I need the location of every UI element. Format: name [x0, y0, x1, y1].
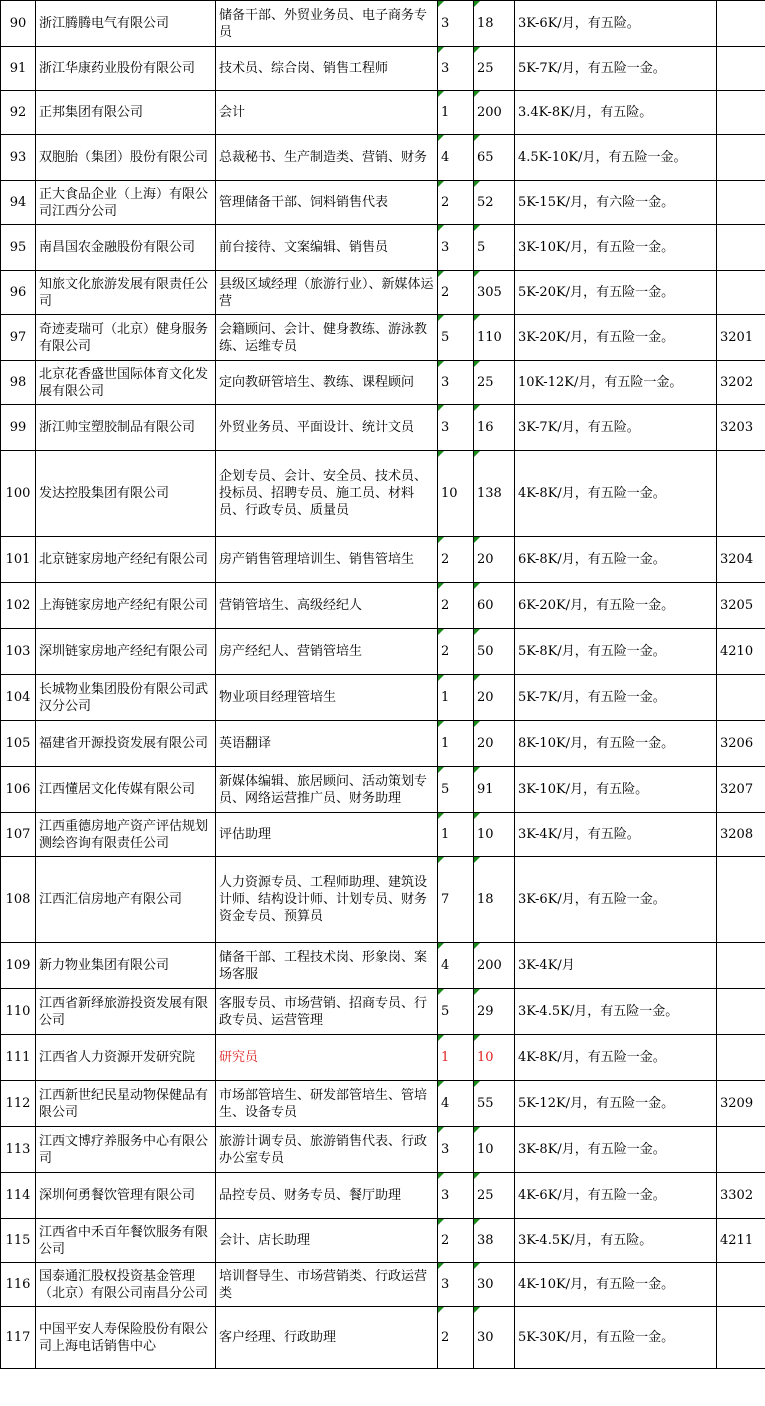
booth-code — [717, 451, 765, 537]
position-count: 2 — [438, 1307, 474, 1369]
booth-code — [717, 225, 765, 271]
row-number: 105 — [1, 721, 36, 767]
salary-benefits: 4K-6K/月，有五险一金。 — [515, 1173, 717, 1219]
positions: 物业项目经理管培生 — [216, 675, 438, 721]
positions: 营销管培生、高级经纪人 — [216, 583, 438, 629]
position-count: 2 — [438, 271, 474, 315]
salary-benefits: 3K-6K/月，有五险。 — [515, 1, 717, 47]
salary-benefits: 4.5K-10K/月，有五险一金。 — [515, 135, 717, 181]
row-number: 99 — [1, 405, 36, 451]
table-row — [1, 91, 765, 135]
salary-benefits: 3K-4K/月 — [515, 943, 717, 989]
table-row — [1, 943, 765, 989]
row-number: 92 — [1, 91, 36, 135]
table-row — [1, 537, 765, 583]
hire-count: 18 — [474, 857, 515, 943]
company-name: 深圳链家房地产经纪有限公司 — [36, 629, 216, 675]
position-count: 3 — [438, 1, 474, 47]
salary-benefits: 5K-7K/月，有五险一金。 — [515, 675, 717, 721]
booth-code — [717, 1263, 765, 1307]
positions: 会计、店长助理 — [216, 1219, 438, 1263]
company-name: 福建省开源投资发展有限公司 — [36, 721, 216, 767]
hire-count: 25 — [474, 47, 515, 91]
salary-benefits: 3K-4.5K/月，有五险一金。 — [515, 989, 717, 1035]
row-number: 101 — [1, 537, 36, 583]
salary-benefits: 3K-10K/月，有五险。 — [515, 767, 717, 813]
booth-code — [717, 1035, 765, 1081]
salary-benefits: 4K-8K/月，有五险一金。 — [515, 1035, 717, 1081]
company-name: 中国平安人寿保险股份有限公司上海电话销售中心 — [36, 1307, 216, 1369]
table-row — [1, 1035, 765, 1081]
positions: 技术员、综合岗、销售工程师 — [216, 47, 438, 91]
salary-benefits: 4K-10K/月，有五险一金。 — [515, 1263, 717, 1307]
position-count: 2 — [438, 583, 474, 629]
hire-count: 10 — [474, 1035, 515, 1081]
table-row — [1, 225, 765, 271]
table-row — [1, 767, 765, 813]
row-number: 110 — [1, 989, 36, 1035]
company-name: 国泰通汇股权投资基金管理（北京）有限公司南昌分公司 — [36, 1263, 216, 1307]
row-number: 111 — [1, 1035, 36, 1081]
position-count: 7 — [438, 857, 474, 943]
positions: 定向教研管培生、教练、课程顾问 — [216, 361, 438, 405]
hire-count: 25 — [474, 361, 515, 405]
salary-benefits: 5K-15K/月，有六险一金。 — [515, 181, 717, 225]
salary-benefits: 5K-12K/月，有五险一金。 — [515, 1081, 717, 1127]
booth-code: 3205 — [717, 583, 765, 629]
company-name: 北京链家房地产经纪有限公司 — [36, 537, 216, 583]
row-number: 106 — [1, 767, 36, 813]
table-row — [1, 813, 765, 857]
position-count: 2 — [438, 181, 474, 225]
row-number: 102 — [1, 583, 36, 629]
table-row — [1, 271, 765, 315]
row-number: 91 — [1, 47, 36, 91]
hire-count: 25 — [474, 1173, 515, 1219]
booth-code: 3201 — [717, 315, 765, 361]
booth-code: 4210 — [717, 629, 765, 675]
row-number: 113 — [1, 1127, 36, 1173]
positions: 英语翻译 — [216, 721, 438, 767]
company-name: 江西省人力资源开发研究院 — [36, 1035, 216, 1081]
company-name: 新力物业集团有限公司 — [36, 943, 216, 989]
hire-count: 10 — [474, 813, 515, 857]
company-name: 浙江帅宝塑胶制品有限公司 — [36, 405, 216, 451]
salary-benefits: 3.4K-8K/月，有五险。 — [515, 91, 717, 135]
hire-count: 200 — [474, 943, 515, 989]
position-count: 5 — [438, 767, 474, 813]
salary-benefits: 3K-10K/月，有五险一金。 — [515, 225, 717, 271]
booth-code — [717, 271, 765, 315]
company-name: 发达控股集团有限公司 — [36, 451, 216, 537]
salary-benefits: 10K-12K/月，有五险一金。 — [515, 361, 717, 405]
positions: 房产经纪人、营销管培生 — [216, 629, 438, 675]
position-count: 3 — [438, 225, 474, 271]
hire-count: 52 — [474, 181, 515, 225]
row-number: 116 — [1, 1263, 36, 1307]
row-number: 109 — [1, 943, 36, 989]
positions: 客户经理、行政助理 — [216, 1307, 438, 1369]
position-count: 2 — [438, 629, 474, 675]
table-row — [1, 361, 765, 405]
company-name: 双胞胎（集团）股份有限公司 — [36, 135, 216, 181]
salary-benefits: 3K-8K/月，有五险一金。 — [515, 1127, 717, 1173]
salary-benefits: 5K-7K/月，有五险一金。 — [515, 47, 717, 91]
row-number: 104 — [1, 675, 36, 721]
table-row — [1, 451, 765, 537]
table-row — [1, 1173, 765, 1219]
position-count: 1 — [438, 721, 474, 767]
table-row — [1, 405, 765, 451]
position-count: 2 — [438, 537, 474, 583]
booth-code: 3209 — [717, 1081, 765, 1127]
table-row — [1, 315, 765, 361]
salary-benefits: 3K-4K/月，有五险。 — [515, 813, 717, 857]
position-count: 4 — [438, 1081, 474, 1127]
table-row — [1, 583, 765, 629]
booth-code: 3203 — [717, 405, 765, 451]
row-number: 115 — [1, 1219, 36, 1263]
booth-code — [717, 47, 765, 91]
positions: 总裁秘书、生产制造类、营销、财务 — [216, 135, 438, 181]
table-row — [1, 1081, 765, 1127]
hire-count: 29 — [474, 989, 515, 1035]
positions: 市场部管培生、研发部管培生、管培生、设备专员 — [216, 1081, 438, 1127]
table-row — [1, 857, 765, 943]
table-row — [1, 135, 765, 181]
hire-count: 10 — [474, 1127, 515, 1173]
positions: 研究员 — [216, 1035, 438, 1081]
position-count: 3 — [438, 1127, 474, 1173]
position-count: 2 — [438, 1219, 474, 1263]
position-count: 1 — [438, 1035, 474, 1081]
salary-benefits: 3K-6K/月，有五险一金。 — [515, 857, 717, 943]
table-row — [1, 675, 765, 721]
position-count: 1 — [438, 675, 474, 721]
booth-code: 3202 — [717, 361, 765, 405]
position-count: 3 — [438, 405, 474, 451]
salary-benefits: 3K-7K/月，有五险。 — [515, 405, 717, 451]
position-count: 3 — [438, 1173, 474, 1219]
company-name: 深圳何勇餐饮管理有限公司 — [36, 1173, 216, 1219]
positions: 培训督导生、市场营销类、行政运营类 — [216, 1263, 438, 1307]
booth-code — [717, 943, 765, 989]
booth-code — [717, 857, 765, 943]
table-row — [1, 989, 765, 1035]
company-name: 北京花香盛世国际体育文化发展有限公司 — [36, 361, 216, 405]
salary-benefits: 5K-20K/月，有五险一金。 — [515, 271, 717, 315]
position-count: 3 — [438, 47, 474, 91]
table-row — [1, 629, 765, 675]
hire-count: 50 — [474, 629, 515, 675]
booth-code — [717, 989, 765, 1035]
hire-count: 38 — [474, 1219, 515, 1263]
salary-benefits: 3K-4.5K/月，有五险。 — [515, 1219, 717, 1263]
company-name: 长城物业集团股份有限公司武汉分公司 — [36, 675, 216, 721]
hire-count: 55 — [474, 1081, 515, 1127]
positions: 会计 — [216, 91, 438, 135]
hire-count: 30 — [474, 1263, 515, 1307]
row-number: 95 — [1, 225, 36, 271]
hire-count: 18 — [474, 1, 515, 47]
company-name: 正邦集团有限公司 — [36, 91, 216, 135]
hire-count: 20 — [474, 537, 515, 583]
table-row — [1, 47, 765, 91]
salary-benefits: 8K-10K/月，有五险一金。 — [515, 721, 717, 767]
salary-benefits: 3K-20K/月，有五险一金。 — [515, 315, 717, 361]
company-name: 江西汇信房地产有限公司 — [36, 857, 216, 943]
positions: 储备干部、外贸业务员、电子商务专员 — [216, 1, 438, 47]
company-name: 浙江华康药业股份有限公司 — [36, 47, 216, 91]
position-count: 5 — [438, 315, 474, 361]
table-row — [1, 181, 765, 225]
hire-count: 20 — [474, 721, 515, 767]
row-number: 108 — [1, 857, 36, 943]
position-count: 1 — [438, 91, 474, 135]
salary-benefits: 4K-8K/月，有五险一金。 — [515, 451, 717, 537]
table-row — [1, 1263, 765, 1307]
positions: 外贸业务员、平面设计、统计文员 — [216, 405, 438, 451]
hire-count: 60 — [474, 583, 515, 629]
position-count: 10 — [438, 451, 474, 537]
salary-benefits: 5K-30K/月，有五险一金。 — [515, 1307, 717, 1369]
position-count: 3 — [438, 1263, 474, 1307]
hire-count: 138 — [474, 451, 515, 537]
position-count: 1 — [438, 813, 474, 857]
table-row — [1, 721, 765, 767]
positions: 企划专员、会计、安全员、技术员、投标员、招聘专员、施工员、材料员、行政专员、质量员 — [216, 451, 438, 537]
booth-code — [717, 1307, 765, 1369]
position-count: 3 — [438, 361, 474, 405]
hire-count: 91 — [474, 767, 515, 813]
row-number: 112 — [1, 1081, 36, 1127]
company-name: 江西新世纪民星动物保健品有限公司 — [36, 1081, 216, 1127]
company-name: 江西省中禾百年餐饮服务有限公司 — [36, 1219, 216, 1263]
row-number: 103 — [1, 629, 36, 675]
company-name: 江西文博疗养服务中心有限公司 — [36, 1127, 216, 1173]
hire-count: 5 — [474, 225, 515, 271]
company-name: 南昌国农金融股份有限公司 — [36, 225, 216, 271]
company-name: 正大食品企业（上海）有限公司江西分公司 — [36, 181, 216, 225]
company-name: 浙江腾腾电气有限公司 — [36, 1, 216, 47]
booth-code: 3207 — [717, 767, 765, 813]
booth-code — [717, 181, 765, 225]
salary-benefits: 5K-8K/月，有五险一金。 — [515, 629, 717, 675]
booth-code — [717, 675, 765, 721]
positions: 管理储备干部、饲料销售代表 — [216, 181, 438, 225]
company-name: 江西懂居文化传媒有限公司 — [36, 767, 216, 813]
row-number: 96 — [1, 271, 36, 315]
company-name: 奇迹麦瑞可（北京）健身服务有限公司 — [36, 315, 216, 361]
row-number: 100 — [1, 451, 36, 537]
row-number: 90 — [1, 1, 36, 47]
positions: 评估助理 — [216, 813, 438, 857]
positions: 品控专员、财务专员、餐厅助理 — [216, 1173, 438, 1219]
row-number: 93 — [1, 135, 36, 181]
hire-count: 30 — [474, 1307, 515, 1369]
position-count: 4 — [438, 943, 474, 989]
table-row — [1, 1127, 765, 1173]
salary-benefits: 6K-20K/月，有五险一金。 — [515, 583, 717, 629]
positions: 会籍顾问、会计、健身教练、游泳教练、运维专员 — [216, 315, 438, 361]
booth-code: 3208 — [717, 813, 765, 857]
row-number: 97 — [1, 315, 36, 361]
table-row — [1, 1307, 765, 1369]
position-count: 5 — [438, 989, 474, 1035]
company-name: 知旅文化旅游发展有限责任公司 — [36, 271, 216, 315]
hire-count: 110 — [474, 315, 515, 361]
company-name: 江西省新绎旅游投资发展有限公司 — [36, 989, 216, 1035]
row-number: 114 — [1, 1173, 36, 1219]
positions: 县级区域经理（旅游行业）、新媒体运营 — [216, 271, 438, 315]
positions: 前台接待、文案编辑、销售员 — [216, 225, 438, 271]
booth-code — [717, 91, 765, 135]
positions: 客服专员、市场营销、招商专员、行政专员、运营管理 — [216, 989, 438, 1035]
booth-code — [717, 1, 765, 47]
table-row — [1, 1, 765, 47]
table-row — [1, 1219, 765, 1263]
row-number: 94 — [1, 181, 36, 225]
hire-count: 20 — [474, 675, 515, 721]
booth-code — [717, 1127, 765, 1173]
position-count: 4 — [438, 135, 474, 181]
row-number: 107 — [1, 813, 36, 857]
hire-count: 65 — [474, 135, 515, 181]
hire-count: 16 — [474, 405, 515, 451]
booth-code: 3204 — [717, 537, 765, 583]
positions: 房产销售管理培训生、销售管培生 — [216, 537, 438, 583]
company-name: 上海链家房地产经纪有限公司 — [36, 583, 216, 629]
company-name: 江西重德房地产资产评估规划测绘咨询有限责任公司 — [36, 813, 216, 857]
booth-code: 3302 — [717, 1173, 765, 1219]
booth-code: 3206 — [717, 721, 765, 767]
booth-code — [717, 135, 765, 181]
row-number: 117 — [1, 1307, 36, 1369]
positions: 旅游计调专员、旅游销售代表、行政办公室专员 — [216, 1127, 438, 1173]
booth-code: 4211 — [717, 1219, 765, 1263]
hire-count: 200 — [474, 91, 515, 135]
positions: 新媒体编辑、旅居顾问、活动策划专员、网络运营推广员、财务助理 — [216, 767, 438, 813]
hire-count: 305 — [474, 271, 515, 315]
row-number: 98 — [1, 361, 36, 405]
salary-benefits: 6K-8K/月，有五险一金。 — [515, 537, 717, 583]
positions: 人力资源专员、工程师助理、建筑设计师、结构设计师、计划专员、财务资金专员、预算员 — [216, 857, 438, 943]
positions: 储备干部、工程技术岗、形象岗、案场客服 — [216, 943, 438, 989]
